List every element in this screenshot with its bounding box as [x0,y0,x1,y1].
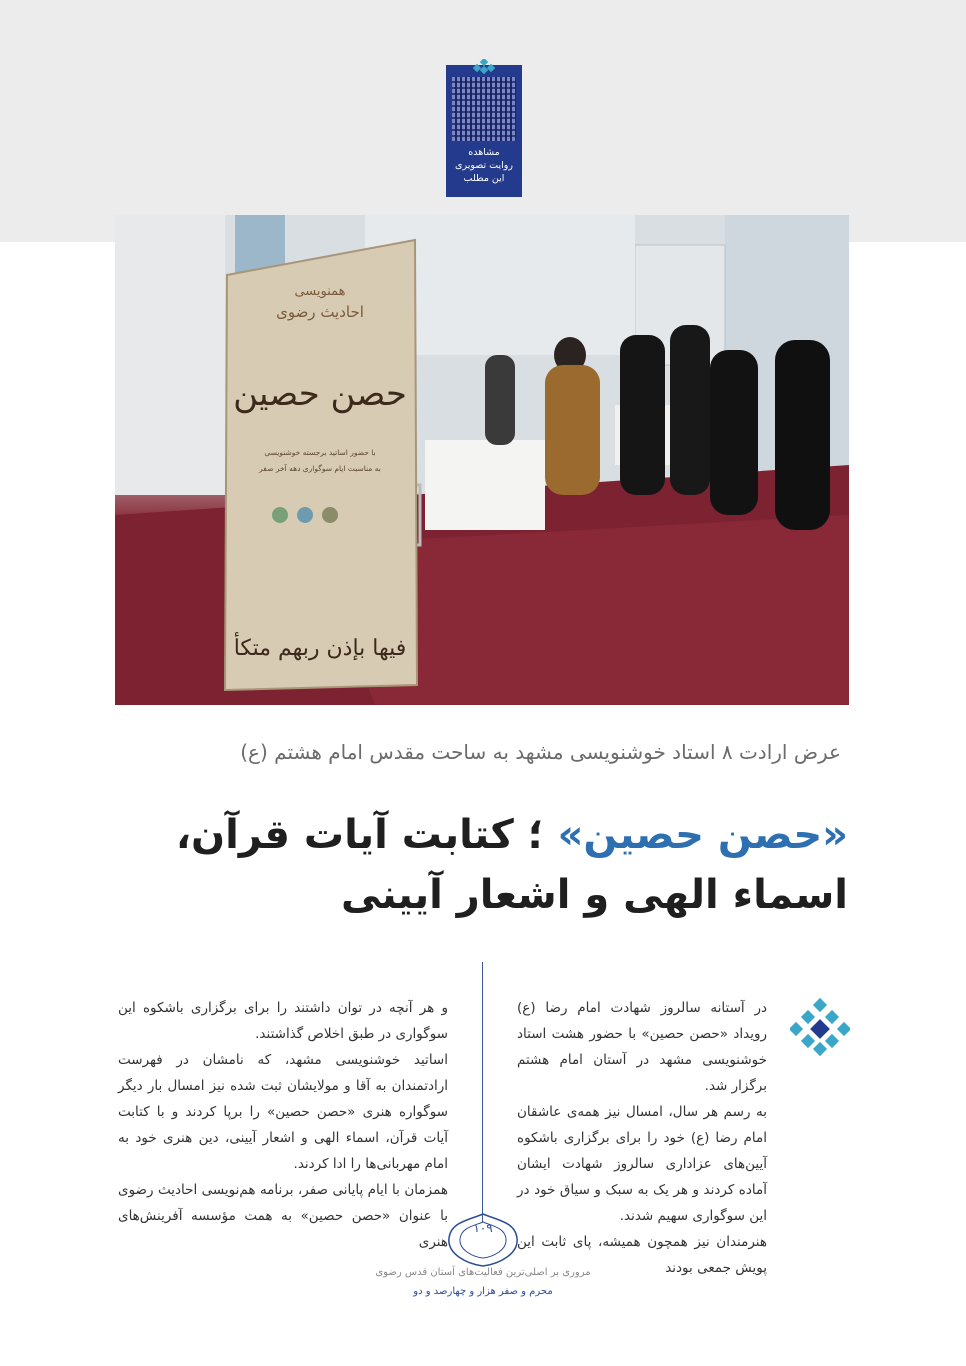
event-photo [115,215,849,705]
woman-chador-4 [775,340,830,530]
article-column-right [517,995,767,1281]
banner-line-2: احادیث رضوی [276,303,364,321]
headline-accent: «حصن حصین» [557,812,848,858]
banner-title: حصن حصین [233,374,407,414]
headline-line-1-rest: ؛ کتابت آیات قرآن، [175,812,558,858]
white-table [425,440,545,530]
paragraph: همزمان با ایام پایانی صفر، برنامه هم‌نویسی احادیث رضوی با عنوان «حصن حصین» به همت مؤسسه آفرینش‌های هنری [118,1182,448,1250]
banner-line-4: با حضور اساتید برجسته خوشنویسی [264,448,376,457]
banner-line-1: همنویسی [294,284,346,299]
diamond-ornament-icon [790,997,850,1057]
marble-pillar [115,215,225,495]
banner-line-5: به مناسبت ایام سوگواری دهه آخر صفر [259,464,381,473]
paragraph: و هر آنچه در توان داشتند را برای برگزاری باشکوه این سوگواری در طبق اخلاص گذاشتند. [118,1000,448,1042]
qr-caption-line-1: مشاهده [468,147,500,158]
banner-verse: فیها بإذن ربهم متکأ [233,636,407,661]
footer-series-title: مروری بر اصلی‌ترین فعالیت‌های آستان قدس رضوی [375,1267,591,1278]
article-column-left [118,995,448,1255]
qr-caption-line-3: این مطلب [463,173,505,184]
paragraph: هنرمندان نیز همچون همیشه، پای ثابت این پویش جمعی بودند [517,1234,767,1276]
headline-line-2: اسماء الهی و اشعار آیینی [340,872,848,918]
paragraph: در آستانه سالروز شهادت امام رضا (ع) رویداد «حصن حصین» با حضور هشت استاد خوشنویسی مشهد در آستان امام هشتم برگزار شد. [517,1000,767,1094]
article-headline [118,805,848,925]
woman-patterned-chador [545,365,600,495]
woman-chador-1 [620,335,665,495]
article-subtitle: عرض ارادت ۸ استاد خوشنویسی مشهد به ساحت مقدس امام هشتم (ع) [240,740,841,764]
woman-chador-2 [670,325,710,495]
page-number: ۱۰۹ [473,1221,493,1235]
banner-logo-1 [272,507,288,523]
knot-ornament-icon [469,59,499,75]
qr-badge[interactable] [446,65,522,197]
qr-code-icon[interactable] [452,77,516,141]
banner-logo-3 [322,507,338,523]
paragraph: اساتید خوشنویسی مشهد، که نامشان در فهرست ارادتمندان به آقا و مولایشان ثبت شده نیز امسال بار دیگر سوگواره هنری «حصن حصین» را برپا کردند و با کتابت آیات قرآن، اسماء الهی و اشعار آیینی، دین هنری خود به امام مهربانی‌ها را ادا کردند. [118,1052,448,1172]
footer-issue-date: محرم و صفر هزار و چهارصد و دو [413,1286,553,1297]
banner-logo-2 [297,507,313,523]
background-visitor [485,355,515,445]
photo-illustration [115,215,849,705]
qr-caption [455,146,513,185]
woman-chador-3 [710,350,758,515]
qr-caption-line-2: روایت تصویری [455,160,513,171]
column-divider [482,962,483,1222]
paragraph: به رسم هر سال، امسال نیز همه‌ی عاشقان امام رضا (ع) خود را برای برگزاری باشکوه آیین‌های عزاداری سالروز شهادت ایشان آماده کردند و هر یک به سبک و سیاق خود در این سوگواری سهیم شدند. [517,1104,767,1224]
headline-line-1 [118,805,848,865]
